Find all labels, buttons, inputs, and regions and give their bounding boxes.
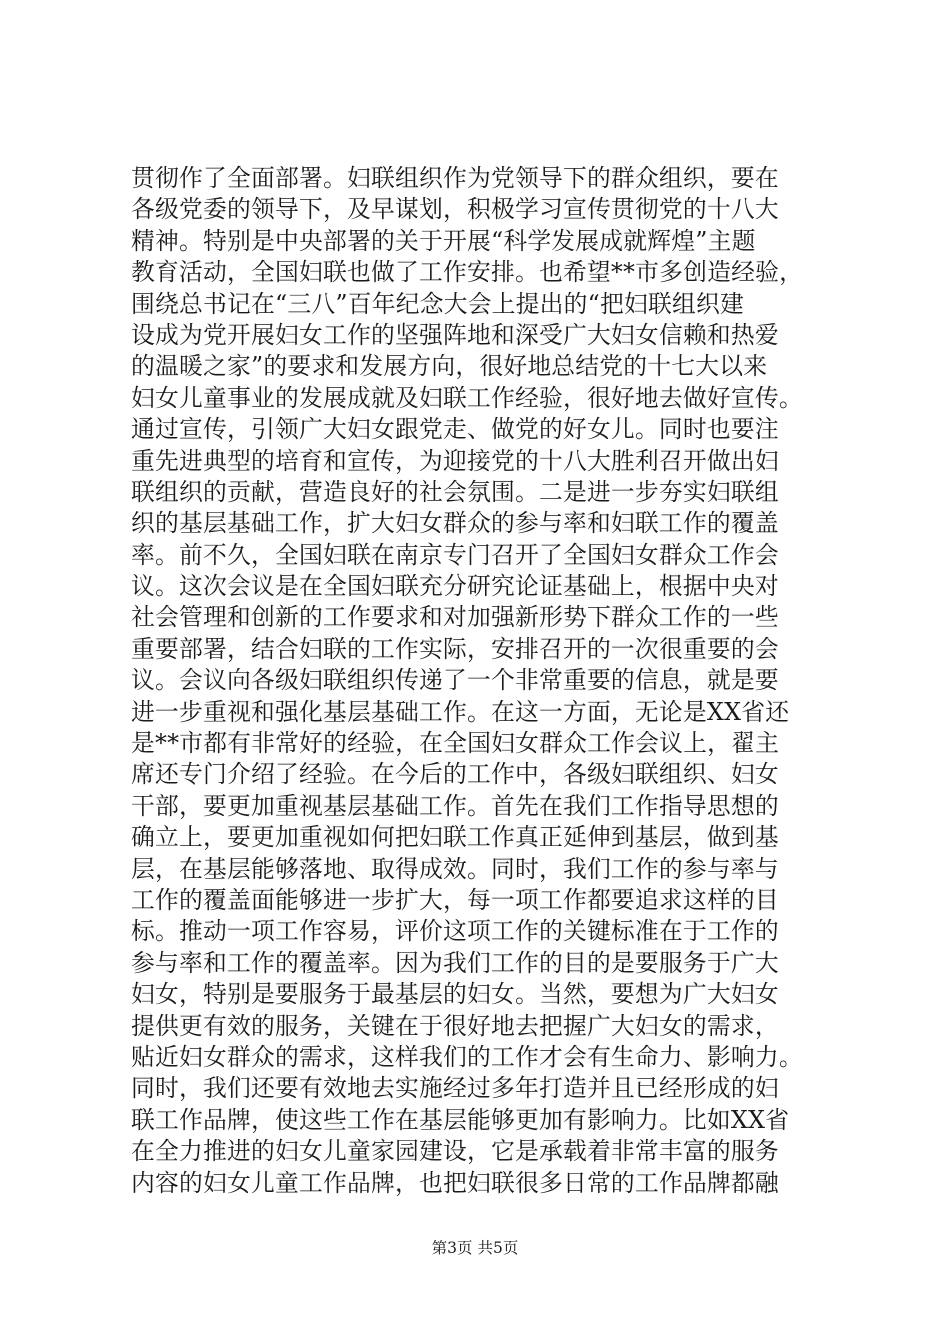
- text-line: 议。这次会议是在全国妇联充分研究论证基础上，根据中央对: [131, 572, 779, 601]
- text-line: 设成为党开展妇女工作的坚强阵地和深受广大妇女信赖和热爱: [131, 320, 779, 349]
- text-line: 通过宣传，引领广大妇女跟党走、做党的好女儿。同时也要注: [131, 415, 779, 444]
- text-line: 贴近妇女群众的需求，这样我们的工作才会有生命力、影响力。: [131, 1042, 803, 1071]
- text-line: 议。会议向各级妇联组织传递了一个非常重要的信息，就是要: [131, 666, 779, 695]
- text-line: 的温暖之家”的要求和发展方向，很好地总结党的十七大以来: [131, 352, 768, 381]
- text-line: 织的基层基础工作，扩大妇女群众的参与率和妇联工作的覆盖: [131, 509, 779, 538]
- text-line: 标。推动一项工作容易，评价这项工作的关键标准在于工作的: [131, 917, 779, 946]
- text-line: 精神。特别是中央部署的关于开展“科学发展成就辉煌”主题: [131, 226, 756, 255]
- text-line: 在全力推进的妇女儿童家园建设，它是承载着非常丰富的服务: [131, 1137, 779, 1166]
- text-line: 内容的妇女儿童工作品牌，也把妇联很多日常的工作品牌都融: [131, 1168, 779, 1197]
- text-line: 重要部署，结合妇联的工作实际，安排召开的一次很重要的会: [131, 634, 779, 663]
- text-line: 确立上，要更加重视如何把妇联工作真正延伸到基层，做到基: [131, 823, 779, 852]
- text-line: 联工作品牌，使这些工作在基层能够更加有影响力。比如XX省: [131, 1105, 790, 1134]
- text-line: 干部，要更加重视基层基础工作。首先在我们工作指导思想的: [131, 791, 779, 820]
- text-line: 重先进典型的培育和宣传，为迎接党的十八大胜利召开做出妇: [131, 446, 779, 475]
- text-line: 是**市都有非常好的经验，在全国妇女群众工作会议上，翟主: [131, 729, 780, 758]
- text-line: 参与率和工作的覆盖率。因为我们工作的目的是要服务于广大: [131, 948, 779, 977]
- page-footer: 第3页 共5页: [431, 1239, 519, 1257]
- text-line: 进一步重视和强化基层基础工作。在这一方面，无论是XX省还: [131, 697, 790, 726]
- text-line: 工作的覆盖面能够进一步扩大，每一项工作都要追求这样的目: [131, 885, 779, 914]
- text-line: 率。前不久，全国妇联在南京专门召开了全国妇女群众工作会: [131, 540, 779, 569]
- text-line: 席还专门介绍了经验。在今后的工作中，各级妇联组织、妇女: [131, 760, 779, 789]
- text-line: 妇女，特别是要服务于最基层的妇女。当然，要想为广大妇女: [131, 980, 779, 1009]
- text-line: 贯彻作了全面部署。妇联组织作为党领导下的群众组织，要在: [131, 164, 779, 192]
- text-line: 层，在基层能够落地、取得成效。同时，我们工作的参与率与: [131, 854, 779, 883]
- text-line: 围绕总书记在“三八”百年纪念大会上提出的“把妇联组织建: [131, 289, 745, 318]
- text-line: 提供更有效的服务，关键在于很好地去把握广大妇女的需求，: [131, 1011, 779, 1040]
- text-line: 教育活动，全国妇联也做了工作安排。也希望**市多创造经验，: [131, 258, 804, 287]
- text-line: 各级党委的领导下，及早谋划，积极学习宣传贯彻党的十八大: [131, 195, 779, 224]
- text-line: 妇女儿童事业的发展成就及妇联工作经验，很好地去做好宣传。: [131, 383, 803, 412]
- text-line: 社会管理和创新的工作要求和对加强新形势下群众工作的一些: [131, 603, 779, 632]
- text-line: 联组织的贡献，营造良好的社会氛围。二是进一步夯实妇联组: [131, 477, 779, 506]
- body-text: [131, 163, 851, 1199]
- text-line: 同时，我们还要有效地去实施经过多年打造并且已经形成的妇: [131, 1074, 779, 1103]
